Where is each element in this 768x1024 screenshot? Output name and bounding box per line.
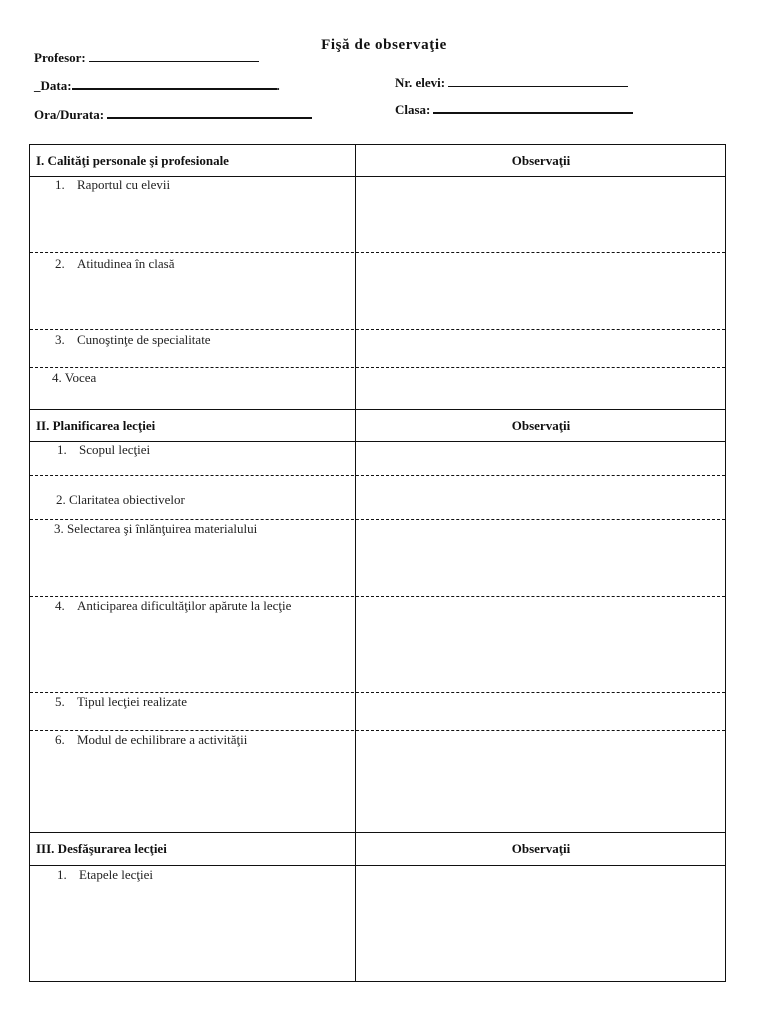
clasa-field	[395, 101, 633, 118]
item-label: 2. Claritatea obiectivelor	[56, 492, 185, 507]
data-label: _Data:	[34, 78, 72, 93]
item-label: 4. Vocea	[52, 370, 97, 385]
section-1-item: 1. Raportul cu elevii	[55, 177, 171, 192]
section-3-item: 1. Etapele lecţiei	[57, 867, 153, 882]
item-label: Raportul cu elevii	[77, 177, 171, 192]
section-3-header-divider	[30, 865, 725, 866]
row-divider	[30, 252, 725, 253]
nr-elevi-label: Nr. elevi:	[395, 75, 446, 90]
section-2-item: 6. Modul de echilibrare a activităţii	[55, 732, 248, 747]
data-blank[interactable]	[72, 77, 277, 90]
section-1-item: 2. Atitudinea în clasă	[55, 256, 175, 271]
row-divider	[30, 329, 725, 330]
section-1-title: I. Calităţi personale şi profesionale	[36, 153, 229, 168]
observation-table	[29, 144, 726, 982]
section-divider	[30, 409, 725, 410]
row-divider	[30, 730, 725, 731]
item-label: Scopul lecţiei	[79, 442, 151, 457]
document-title: Fişă de observaţie	[321, 37, 447, 53]
item-label: Cunoştinţe de specialitate	[77, 332, 211, 347]
nr-elevi-field	[395, 75, 628, 91]
section-3-observations-header: Observaţii	[511, 841, 571, 856]
item-label: Anticiparea dificultăţilor apărute la lecţie	[77, 598, 292, 613]
clasa-label: Clasa:	[395, 102, 431, 117]
ora-durata-field	[34, 106, 312, 123]
section-2-title: II. Planificarea lecţiei	[36, 418, 156, 433]
ora-durata-label: Ora/Durata:	[34, 107, 105, 122]
section-2-item: 1. Scopul lecţiei	[57, 442, 151, 457]
item-label: Tipul lecţiei realizate	[77, 694, 187, 709]
row-divider	[30, 475, 725, 476]
row-divider	[30, 596, 725, 597]
section-2-item: 5. Tipul lecţiei realizate	[55, 694, 187, 709]
profesor-label: Profesor:	[34, 50, 86, 65]
clasa-blank[interactable]	[433, 101, 633, 114]
section-1-item	[52, 370, 96, 386]
section-2-observations-header: Observaţii	[511, 418, 571, 433]
profesor-field	[34, 50, 259, 66]
item-label: Atitudinea în clasă	[77, 256, 175, 271]
row-divider	[30, 519, 725, 520]
item-label: 3. Selectarea şi înlănţuirea materialului	[54, 521, 258, 536]
section-divider	[30, 832, 725, 833]
data-field	[34, 77, 280, 94]
section-2-item	[54, 521, 257, 537]
section-2-item: 4. Anticiparea dificultăţilor apărute la lecţie	[55, 598, 292, 613]
ora-durata-blank[interactable]	[107, 106, 312, 119]
row-divider	[30, 692, 725, 693]
item-label: Etapele lecţiei	[79, 867, 153, 882]
section-1-observations-header: Observaţii	[511, 153, 571, 168]
row-divider	[30, 367, 725, 368]
section-1-item: 3. Cunoştinţe de specialitate	[55, 332, 211, 347]
item-label: Modul de echilibrare a activităţii	[77, 732, 248, 747]
profesor-blank[interactable]	[89, 50, 259, 62]
nr-elevi-blank[interactable]	[448, 75, 628, 87]
section-3-title: III. Desfăşurarea lecţiei	[36, 841, 167, 856]
section-2-item	[56, 492, 185, 508]
data-suffix: .	[276, 78, 280, 93]
